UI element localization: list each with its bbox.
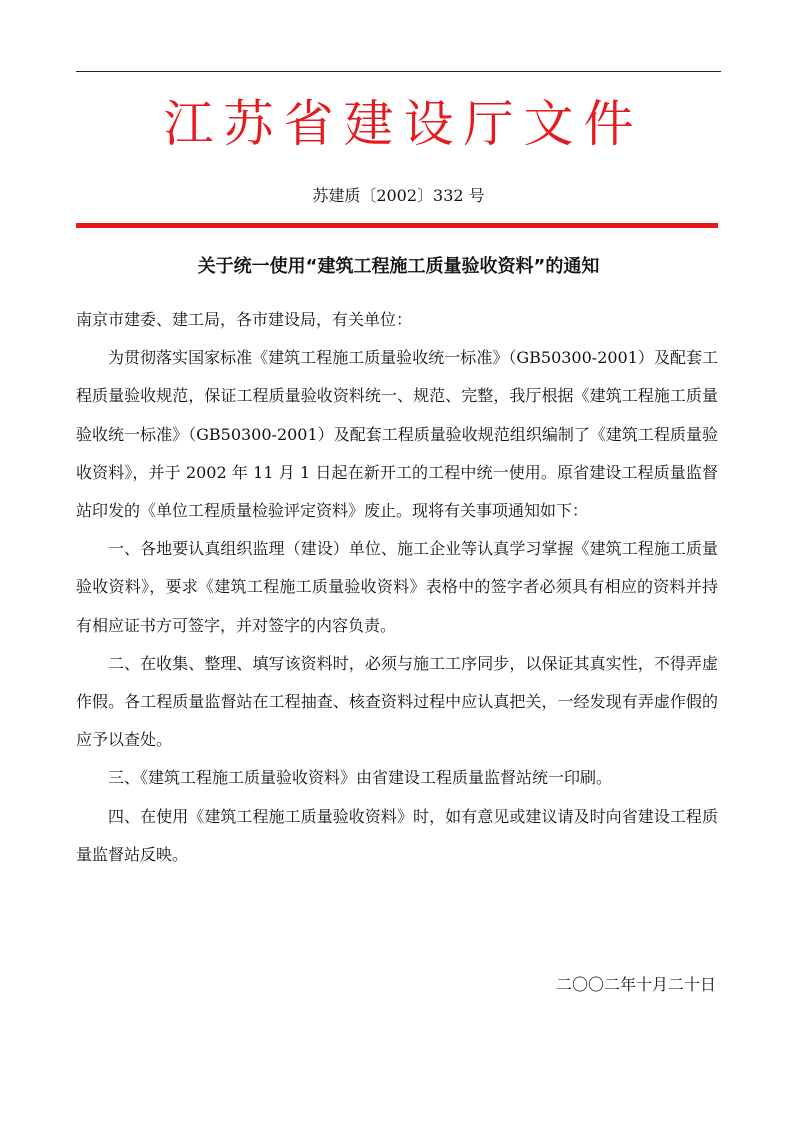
notice-title: 关于统一使用“建筑工程施工质量验收资料”的通知 [197,256,600,277]
addressees: 南京市建委、建工局，各市建设局，有关单位： [76,310,413,329]
notice-body [76,301,718,874]
paragraph-intro: 为贯彻落实国家标准《建筑工程施工质量验收统一标准》（GB50300-2001）及配套工程质量验收规范，保证工程质量验收资料统一、规范、完整，我厅根据《建筑工程施工质量验收统一标准》（GB50300-2001）及配套工程质量验收规范组织编制了《建筑工程质量验收资料》，并于 2002 年 11 月 1 日起在新开工的工程中统一使用。原省建设工程质量监督站印发的《单位工程质量检验评定资料》废止。现将有关事项通知如下： [76,348,718,521]
paragraph-item-3: 三、《建筑工程施工质量验收资料》由省建设工程质量监督站统一印刷。 [108,768,613,788]
issuer-header-title: 江苏省建设厅文件 [163,95,644,153]
issue-date: 二〇〇二年十月二十日 [555,975,716,994]
paragraph-item-4: 四、在使用《建筑工程施工质量验收资料》时，如有意见或建议请及时向省建设工程质量监督站反映。 [76,806,718,864]
paragraph-item-2: 二、在收集、整理、填写该资料时，必须与施工工序同步，以保证其真实性，不得弄虚作假。各工程质量监督站在工程抽查、核查资料过程中应认真把关，一经发现有弄虚作假的应予以查处。 [76,653,718,750]
document-number: 苏建质〔2002〕332 号 [312,186,485,205]
top-divider-line [76,71,721,72]
paragraph-item-1: 一、各地要认真组织监理（建设）单位、施工企业等认真学习掌握《建筑工程施工质量验收资料》，要求《建筑工程施工质量验收资料》表格中的签字者必须具有相应的资料并持有相应证书方可签字，并对签字的内容负责。 [76,539,718,635]
red-header-divider [76,223,718,228]
